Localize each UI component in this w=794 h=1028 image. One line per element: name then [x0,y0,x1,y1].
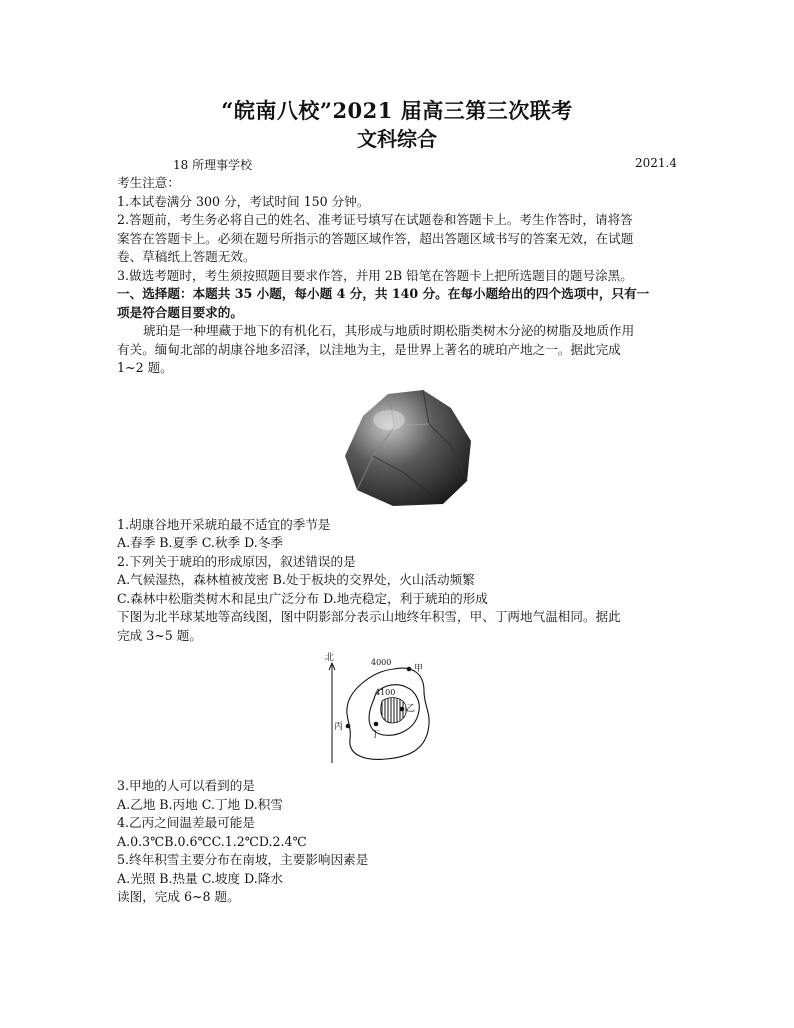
passage-text: 下图为北半球某地等高线图，图中阴影部分表示山地终年积雪，甲、丁两地气温相同。据此 [117,609,621,624]
contour-map [324,651,464,771]
point-ding-label: 丁 [371,730,381,740]
notice-item: 2.答题前，考生务必将自己的姓名、准考证号填写在试题卷和答题卡上。考生作答时，请将答 [117,212,633,227]
exam-page [117,98,677,907]
question-stem: 1.胡康谷地开采琥珀最不适宜的季节是 [117,516,331,532]
notice-item: 3.做选考题时，考生须按照题目要求作答，并用 2B 铅笔在答题卡上把所选题目的题号涂黑。 [117,267,633,283]
point-yi-label: 乙 [406,704,416,714]
question-options: A.气候湿热，森林植被茂密 B.处于板块的交界处，火山活动频繁 [117,572,475,587]
question-options: A.春季 B.夏季 C.秋季 D.冬季 [117,535,283,550]
question-stem: 3.甲地的人可以看到的是 [117,778,255,793]
amber-stone-image [333,386,483,510]
passage-text: 琥珀是一种埋藏于地下的有机化石，其形成与地质时期松脂类树木分泌的树脂及地质作用 [143,323,635,338]
exam-subtitle: 文科综合 [357,127,437,151]
exam-title: “皖南八校”2021 届高三第三次联考 [221,98,573,123]
notice-item: 1.本试卷满分 300 分，考试时间 150 分钟。 [117,193,370,209]
passage-text: 1~2 题。 [117,360,173,375]
question-options: A.0.3℃B.0.6℃C.1.2℃D.2.4℃ [117,833,307,849]
next-section-text: 读图，完成 6~8 题。 [117,889,240,904]
date-label: 2021.4 [635,156,677,170]
point-jia-marker [407,667,412,672]
question-options: A.光照 B.热量 C.坡度 D.降水 [117,870,283,886]
question-options: A.乙地 B.丙地 C.丁地 D.积雪 [117,796,283,812]
exam-meta [117,156,677,174]
passage-text: 完成 3~5 题。 [117,627,202,643]
notice-heading: 考生注意： [117,175,180,190]
point-bing-label: 丙 [334,722,344,732]
section-heading: 一、选择题：本题共 35 小题，每小题 4 分，共 140 分。在每小题给出的四个选项中，只有一 [117,286,650,301]
point-ding-marker [374,722,379,727]
point-bing-marker [346,724,351,729]
contour-label-outer: 4000 [371,658,392,667]
point-yi-marker [400,707,405,712]
notice-item: 案答在答题卡上。必须在题号所指示的答题区域作答，超出答题区域书写的答案无效，在试题 [117,230,634,246]
passage-text: 有关。缅甸北部的胡康谷地多沼泽，以洼地为主，是世界上著名的琥珀产地之一。据此完成 [117,341,621,357]
school-label: 18 所理事学校 [173,158,253,172]
contour-label-inner: 4100 [375,688,396,697]
question-stem: 2.下列关于琥珀的形成原因，叙述错误的是 [117,553,356,569]
question-stem: 4.乙丙之间温差最可能是 [117,815,255,830]
notice-item: 卷、草稿纸上答题无效。 [117,249,256,264]
north-label: 北 [325,653,335,663]
section-heading-cont: 项是符合题目要求的。 [117,304,243,320]
question-stem: 5.终年积雪主要分布在南坡，主要影响因素是 [117,852,369,867]
question-options: C.森林中松脂类树木和昆虫广泛分布 D.地壳稳定，利于琥珀的形成 [117,590,488,606]
point-jia-label: 甲 [414,664,424,674]
north-arrow-icon [329,663,335,763]
